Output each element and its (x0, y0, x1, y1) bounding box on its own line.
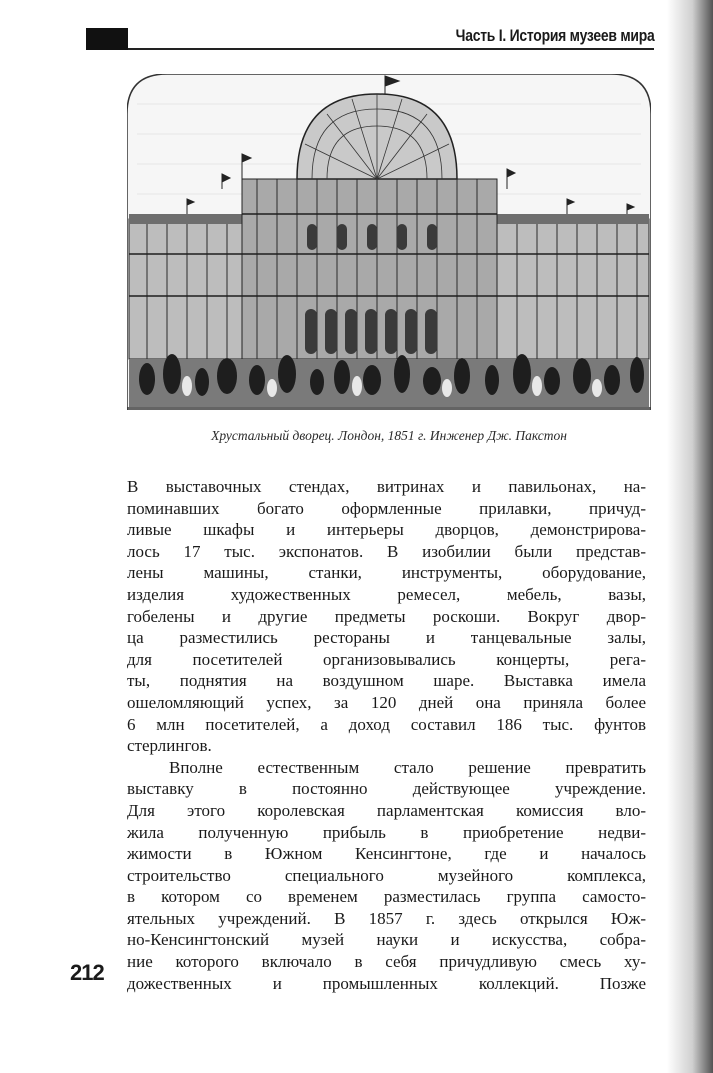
text-line: в котором со временем разместилась группа самосто- (127, 887, 646, 907)
text-line: ца разместились рестораны и танцевальные залы, (127, 628, 646, 648)
header-marker (86, 28, 128, 50)
text-line: дожественных и промышленных коллекций. Позже (127, 973, 646, 993)
figure-caption: Хрустальный дворец. Лондон, 1851 г. Инженер Дж. Пакстон (211, 428, 567, 443)
text-line: В выставочных стендах, витринах и павильонах, на- (127, 477, 646, 496)
text-line: Для этого королевская парламентская комиссия вло- (127, 800, 646, 820)
text-line: строительство специального музейного комплекса, (127, 865, 646, 885)
text-line: ты, поднятия на воздушном шаре. Выставка имела (127, 671, 646, 691)
text-line: ние которого включало в себя причудливую смесь ху- (127, 952, 646, 972)
text-line: лось 17 тыс. экспонатов. В изобилии были представ- (127, 541, 646, 561)
text-line: стерлингов. (127, 736, 212, 756)
text-line: выставку в постоянно действующее учреждение. (127, 779, 646, 799)
text-line: ливые шкафы и интерьеры дворцов, демонстрирова- (127, 520, 646, 540)
page-edge-shadow (667, 0, 713, 1073)
text-line: жила полученную прибыль в приобретение недви- (127, 822, 646, 842)
running-head: Часть I. История музеев мира (456, 26, 655, 45)
text-line: 6 млн посетителей, а доход составил 186 тыс. фунтов (127, 714, 646, 734)
header-rule (128, 48, 654, 50)
text-line: ятельных учреждений. В 1857 г. здесь открылся Юж- (127, 908, 646, 928)
body-text (127, 476, 646, 994)
page-number: 212 (70, 960, 104, 985)
text-line: ошеломляющий успех, за 120 дней она приняла более (127, 692, 646, 712)
text-line: изделия художественных ремесел, мебель, вазы, (127, 584, 646, 604)
text-line: для посетителей организовывались концерты, рега- (127, 649, 646, 669)
text-line: лены машины, станки, инструменты, оборудование, (127, 563, 646, 583)
text-line: поминавших богато оформленные прилавки, причуд- (127, 498, 646, 518)
text-line: жимости в Южном Кенсингтоне, где и началось (127, 844, 646, 864)
crystal-palace-illustration (127, 74, 651, 410)
text-line: Вполне естественным стало решение превратить (169, 757, 646, 777)
text-line: гобелены и другие предметы роскоши. Вокруг двор- (127, 606, 646, 626)
text-line: но-Кенсингтонский музей науки и искусства, собра- (127, 930, 646, 950)
